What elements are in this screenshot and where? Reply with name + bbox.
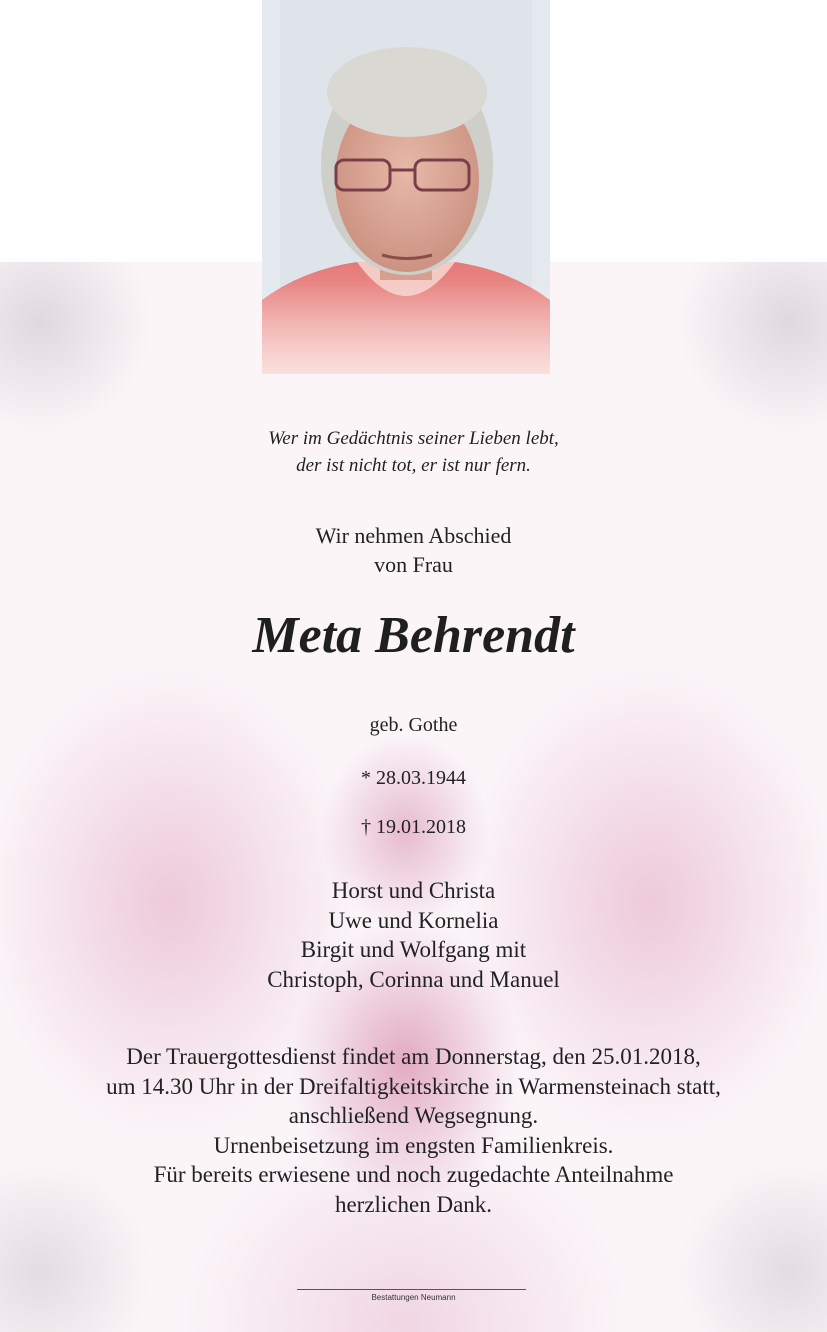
service-line: um 14.30 Uhr in der Dreifaltigkeitskirche in Warmensteinach statt, (106, 1073, 721, 1099)
family-line: Christoph, Corinna und Manuel (267, 966, 560, 992)
intro-line-1: Wir nehmen Abschied (315, 523, 512, 548)
service-line: anschließend Wegsegnung. (288, 1103, 539, 1128)
family-line: Horst und Christa (331, 878, 496, 903)
family-line: Uwe und Kornelia (328, 907, 499, 933)
portrait-photo (262, 0, 550, 374)
service-line: herzlichen Dank. (334, 1191, 493, 1217)
intro-line-2: von Frau (374, 552, 453, 577)
footer-divider (297, 1289, 526, 1290)
service-line: Urnenbeisetzung im engsten Familienkreis. (213, 1132, 614, 1158)
maiden-name: geb. Gothe (369, 714, 458, 736)
service-line: Der Trauergottesdienst findet am Donnerstag, den 25.01.2018, (126, 1044, 701, 1069)
death-date: † 19.01.2018 (361, 816, 466, 838)
family-line: Birgit und Wolfgang mit (300, 937, 527, 962)
service-details (0, 1042, 827, 1219)
funeral-home-credit: Bestattungen Neumann (371, 1293, 456, 1302)
service-line: Für bereits erwiesene und noch zugedachte Anteilnahme (153, 1162, 674, 1187)
family-list (0, 876, 827, 994)
farewell-intro (0, 521, 827, 579)
deceased-name: Meta Behrendt (252, 607, 575, 664)
portrait-illustration (262, 0, 550, 374)
quote-line-2: der ist nicht tot, er ist nur fern. (296, 455, 531, 476)
memorial-quote (0, 425, 827, 479)
quote-line-1: Wer im Gedächtnis seiner Lieben lebt, (268, 428, 559, 449)
birth-date: * 28.03.1944 (361, 767, 466, 789)
